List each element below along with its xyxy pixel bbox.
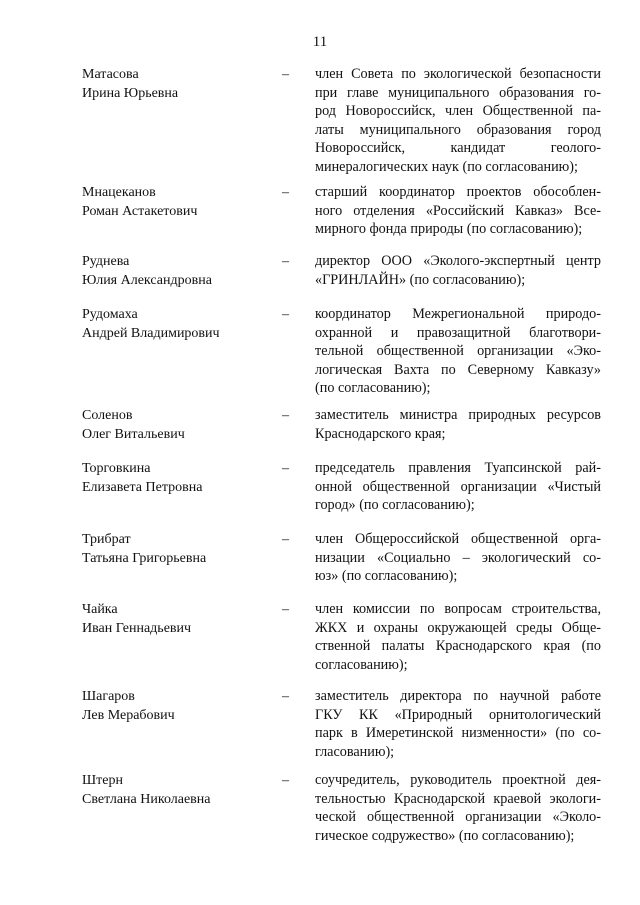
member-given-names: Андрей Владимирович	[82, 326, 220, 341]
role-line: парк в Имеретинской низменности» (по со-	[315, 725, 601, 742]
member-name	[82, 252, 272, 290]
role-line: мирного фонда природы (по согласованию);	[315, 221, 583, 238]
role-line: член Совета по экологической безопасности	[315, 66, 601, 82]
dash-separator: –	[282, 773, 289, 788]
member-given-names: Татьяна Григорьевна	[82, 551, 207, 566]
member-surname: Рудомаха	[82, 307, 138, 322]
member-role	[315, 406, 601, 443]
member-role	[315, 305, 601, 398]
role-line: юз» (по согласованию);	[315, 568, 458, 585]
role-line: онной общественной организации «Чистый	[315, 478, 601, 495]
member-name	[82, 600, 272, 638]
role-line: тельностью Краснодарской краевой экологи-	[315, 790, 601, 807]
dash-separator: –	[282, 532, 289, 547]
member-given-names: Роман Астакетович	[82, 204, 198, 219]
member-given-names: Светлана Николаевна	[82, 792, 211, 807]
role-line: председатель правления Туапсинской рай-	[315, 460, 601, 476]
dash-separator: –	[282, 461, 289, 476]
dash-separator: –	[282, 254, 289, 269]
member-given-names: Олег Витальевич	[82, 427, 185, 442]
role-line: при главе муниципального образования го-	[315, 84, 601, 101]
role-line: заместитель директора по научной работе	[315, 688, 601, 704]
member-surname: Руднева	[82, 254, 130, 269]
role-line: член комиссии по вопросам строительства,	[315, 601, 601, 617]
member-name	[82, 183, 272, 221]
member-given-names: Юлия Александровна	[82, 273, 212, 288]
dash-separator: –	[282, 408, 289, 423]
role-line: низации «Социально – экологический со-	[315, 549, 601, 566]
member-surname: Торговкина	[82, 461, 151, 476]
member-name	[82, 459, 272, 497]
role-line: ного отделения «Российский Кавказ» Все-	[315, 202, 601, 219]
role-line: логическая Вахта по Северному Кавказу»	[315, 361, 601, 378]
member-name	[82, 530, 272, 568]
role-line: город» (по согласованию);	[315, 497, 475, 514]
role-line: соучредитель, руководитель проектной дея-	[315, 772, 601, 788]
role-line: род Новороссийск, член Общественной па-	[315, 103, 601, 120]
member-surname: Шагаров	[82, 689, 135, 704]
member-name	[82, 305, 272, 343]
member-surname: Штерн	[82, 773, 123, 788]
member-name	[82, 406, 272, 444]
member-role	[315, 530, 601, 586]
role-line: Краснодарского края;	[315, 425, 446, 442]
dash-separator: –	[282, 307, 289, 322]
member-role	[315, 459, 601, 515]
member-role	[315, 687, 601, 761]
role-line: ственной палаты Краснодарского края (по	[315, 638, 601, 655]
member-surname: Матасова	[82, 67, 139, 82]
member-role	[315, 65, 601, 177]
role-line: гическое содружество» (по согласованию);	[315, 827, 575, 844]
page-number: 11	[312, 34, 328, 50]
member-given-names: Иван Геннадьевич	[82, 621, 192, 636]
role-line: член Общероссийской общественной орга-	[315, 531, 601, 547]
member-name	[82, 65, 272, 103]
member-role	[315, 183, 601, 239]
member-role	[315, 771, 601, 845]
role-line: (по согласованию);	[315, 380, 431, 397]
dash-separator: –	[282, 689, 289, 704]
member-role	[315, 600, 601, 674]
member-surname: Мнацеканов	[82, 185, 156, 200]
role-line: «ГРИНЛАЙН» (по согласованию);	[315, 271, 526, 288]
member-given-names: Лев Мерабович	[82, 708, 175, 723]
dash-separator: –	[282, 602, 289, 617]
role-line: директор ООО «Эколого-экспертный центр	[315, 253, 601, 269]
member-surname: Соленов	[82, 408, 133, 423]
role-line: гласованию);	[315, 743, 395, 760]
role-line: старший координатор проектов обособлен-	[315, 184, 601, 200]
role-line: минералогических наук (по согласованию);	[315, 158, 578, 175]
role-line: латы муниципального образования город	[315, 121, 601, 138]
role-line: координатор Межрегиональной природо-	[315, 306, 601, 322]
role-line: охранной и правозащитной благотвори-	[315, 324, 601, 341]
member-surname: Чайка	[82, 602, 118, 617]
dash-separator: –	[282, 67, 289, 82]
role-line: тельной общественной организации «Эко-	[315, 343, 601, 360]
member-surname: Трибрат	[82, 532, 131, 547]
role-line: ГКУ КК «Природный орнитологический	[315, 706, 601, 723]
member-given-names: Ирина Юрьевна	[82, 86, 179, 101]
role-line: ЖКХ и охраны окружающей среды Обще-	[315, 619, 601, 636]
member-given-names: Елизавета Петровна	[82, 480, 203, 495]
role-line: ческой общественной организации «Эколо-	[315, 809, 601, 826]
member-name	[82, 771, 272, 809]
member-role	[315, 252, 601, 289]
role-line: заместитель министра природных ресурсов	[315, 407, 601, 423]
dash-separator: –	[282, 185, 289, 200]
member-name	[82, 687, 272, 725]
role-line: Новороссийск, кандидат геолого-	[315, 140, 601, 157]
role-line: согласованию);	[315, 656, 408, 673]
